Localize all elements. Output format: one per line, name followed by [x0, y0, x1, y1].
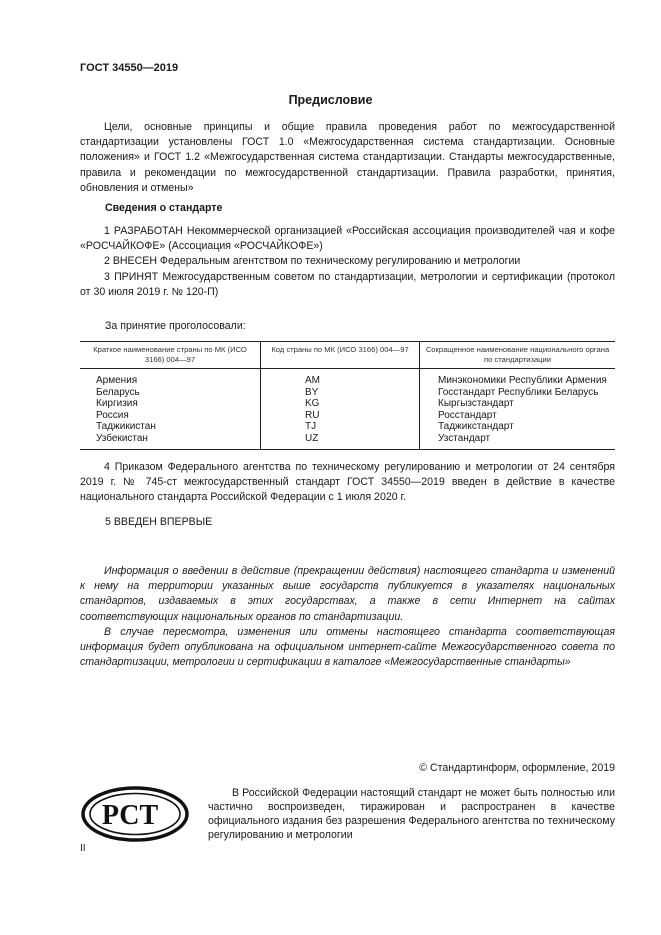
country-cell: Таджикистан	[80, 421, 261, 433]
item-3: 3 ПРИНЯТ Межгосударственным советом по стандартизации, метрологии и сертификации (протокол от 30 июля 2019 г. № 120-П)	[80, 270, 615, 298]
voting-table	[80, 341, 615, 450]
item-4: 4 Приказом Федерального агентства по техническому регулированию и метрологии от 24 сентября 2019 г. № 745-ст межгосударственный стандарт ГОСТ 34550—2019 введен в действие в качестве национального стандарта Российской Федерации с 1 июля 2020 г.	[80, 461, 615, 504]
code-cell: AM	[261, 369, 420, 387]
info-paragraph-1: Информация о введении в действие (прекращении действия) настоящего стандарта и изменений к нему на территории указанных выше государств публикуется в указателях национальных стандартов, издаваемых в этих государствах, а также в сети Интернет на сайтах соответствующих национальных органов по стандартизации.	[80, 565, 615, 623]
country-cell: Армения	[80, 369, 261, 387]
item-2: 2 ВНЕСЕН Федеральным агентством по техническому регулированию и метрологии	[104, 255, 521, 268]
code-cell: KG	[261, 398, 420, 410]
code-cell: TJ	[261, 421, 420, 433]
table-row	[80, 421, 615, 433]
section-title: Сведения о стандарте	[105, 202, 223, 214]
item-5: 5 ВВЕДЕН ВПЕРВЫЕ	[105, 516, 213, 528]
header-body: Сокращенное наименование национального органа по стандартизации	[420, 342, 616, 369]
item-4-paragraph	[80, 460, 615, 506]
country-cell: Россия	[80, 410, 261, 422]
standard-info-list	[80, 224, 615, 300]
code-cell: RU	[261, 410, 420, 422]
body-cell: Кыргызстандарт	[438, 398, 514, 410]
table-header-row	[80, 342, 615, 369]
voted-label: За принятие проголосовали:	[105, 320, 246, 332]
table-row	[80, 387, 615, 399]
info-block	[80, 564, 615, 670]
table-row	[80, 369, 615, 387]
body-cell: Узстандарт	[420, 433, 616, 449]
body-cell: Минэкономики Республики Армения	[438, 375, 607, 386]
table-row	[80, 398, 615, 410]
page-title: Предисловие	[288, 93, 373, 107]
table-row	[80, 410, 615, 422]
page-number: II	[80, 843, 86, 854]
country-cell: Узбекистан	[80, 433, 261, 449]
intro-text: Цели, основные принципы и общие правила проведения работ по межгосударственной стандартизации установлены ГОСТ 1.0 «Межгосударственная система стандартизации. Основные положения» и ГОСТ 1.2 «Межгосударственная система стандартизации. Стандарты межгосударственные, правила и рекомендации по межгосударственной стандартизации. Правила разработки, принятия, обновления и отмены»	[80, 121, 615, 194]
code-cell: BY	[261, 387, 420, 399]
header-country: Краткое наименование страны по МК (ИСО 3166) 004—97	[80, 342, 261, 369]
item-1: 1 РАЗРАБОТАН Некоммерческой организацией «Российская ассоциация производителей чая и кофе «РОСЧАЙКОФЕ» (Ассоциация «РОСЧАЙКОФЕ»)	[80, 225, 615, 253]
code-cell: UZ	[261, 433, 420, 449]
legal-text: В Российской Федерации настоящий стандарт не может быть полностью или частично воспроизведен, тиражирован и распространен в качестве официального издания без разрешения Федерального агентства по техническому регулированию и метрологии	[208, 787, 615, 841]
intro-paragraph	[80, 120, 615, 196]
legal-notice	[208, 786, 615, 842]
body-cell: Госстандарт Республики Беларусь	[438, 386, 599, 398]
country-cell: Беларусь	[80, 387, 261, 399]
header-code: Код страны по МК (ИСО 3166) 004—97	[261, 342, 420, 369]
body-cell: Таджикстандарт	[438, 421, 514, 433]
table-row	[80, 433, 615, 449]
copyright-line: © Стандартинформ, оформление, 2019	[419, 762, 615, 774]
country-cell: Киргизия	[80, 398, 261, 410]
info-paragraph-2: В случае пересмотра, изменения или отмены настоящего стандарта соответствующая информация будет опубликована на официальном интернет-сайте Межгосударственного совета по стандартизации, метрологии и сертификации в каталоге «Межгосударственные стандарты»	[80, 625, 615, 669]
document-code: ГОСТ 34550—2019	[80, 62, 179, 74]
body-cell: Росстандарт	[438, 409, 497, 421]
rst-mark-text: РСТ	[101, 800, 159, 831]
rst-mark-icon	[80, 786, 190, 847]
